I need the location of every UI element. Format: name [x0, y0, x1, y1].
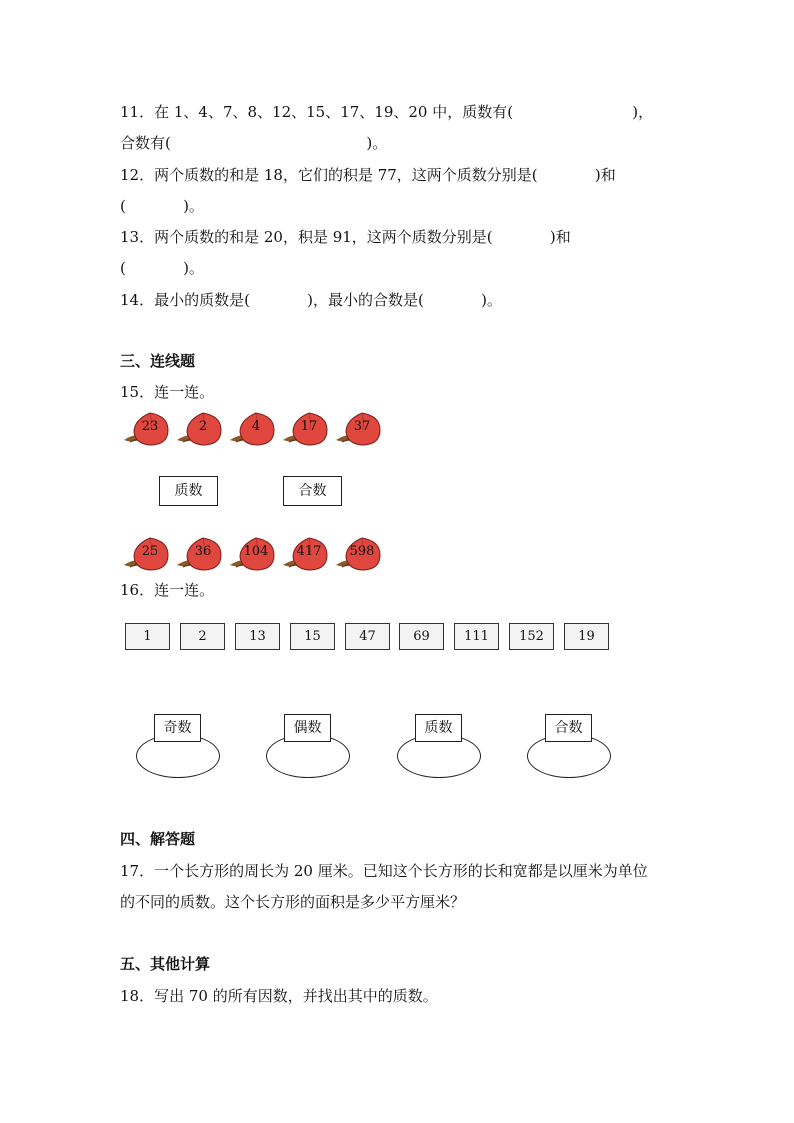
question-11-line-1: 11．在 1、4、7、8、12、15、17、19、20 中，质数有( )，: [120, 103, 654, 121]
oval-group-prime[interactable]: [396, 714, 482, 780]
peach-label: 36: [194, 544, 212, 559]
question-13-line-1: 13．两个质数的和是 20，积是 91，这两个质数分别是( )和: [120, 228, 571, 246]
peach-number[interactable]: [175, 535, 219, 573]
number-box[interactable]: 2: [180, 623, 225, 650]
peach-label: 23: [141, 419, 159, 434]
question-15-prompt: 15．连一连。: [120, 383, 215, 401]
question-17-line-1: 17．一个长方形的周长为 20 厘米。已知这个长方形的长和宽都是以厘米为单位: [120, 862, 648, 880]
number-box[interactable]: 47: [345, 623, 390, 650]
peach-label: 417: [296, 544, 322, 559]
question-11-line-2: 合数有( )。: [120, 134, 388, 152]
category-box-composite[interactable]: 合数: [283, 476, 342, 506]
peach-label: 17: [300, 419, 318, 434]
question-13-line-2: ( )。: [120, 259, 204, 277]
oval-group-even[interactable]: [265, 714, 351, 780]
peach-number[interactable]: [281, 535, 325, 573]
peach-number[interactable]: [122, 410, 166, 448]
oval-group-odd[interactable]: [135, 714, 221, 780]
peach-label: 2: [198, 419, 208, 434]
peach-label: 25: [141, 544, 159, 559]
question-16-prompt: 16．连一连。: [120, 581, 215, 599]
peach-number[interactable]: [228, 535, 272, 573]
number-box[interactable]: 152: [509, 623, 554, 650]
peach-label: 37: [353, 419, 371, 434]
number-box[interactable]: 69: [399, 623, 444, 650]
peach-label: 4: [251, 419, 261, 434]
peach-number[interactable]: [122, 535, 166, 573]
section-3-title: 三、连线题: [120, 352, 196, 370]
number-box[interactable]: 15: [290, 623, 335, 650]
question-17-line-2: 的不同的质数。这个长方形的面积是多少平方厘米？: [120, 893, 466, 911]
category-box-prime[interactable]: 质数: [159, 476, 218, 506]
number-box[interactable]: 111: [454, 623, 499, 650]
oval-group-composite[interactable]: [526, 714, 612, 780]
peach-number[interactable]: [334, 410, 378, 448]
peach-number[interactable]: [281, 410, 325, 448]
question-14: 14．最小的质数是( )，最小的合数是( )。: [120, 291, 502, 309]
peach-number[interactable]: [175, 410, 219, 448]
section-5-title: 五、其他计算: [120, 955, 211, 973]
section-4-title: 四、解答题: [120, 830, 196, 848]
question-12-line-2: ( )。: [120, 197, 204, 215]
number-box[interactable]: 1: [125, 623, 170, 650]
peach-label: 104: [243, 544, 269, 559]
number-box[interactable]: 19: [564, 623, 609, 650]
oval-label-prime: 质数: [415, 714, 462, 742]
oval-label-composite: 合数: [545, 714, 592, 742]
oval-label-even: 偶数: [284, 714, 331, 742]
peach-number[interactable]: [228, 410, 272, 448]
peach-label: 598: [349, 544, 375, 559]
oval-label-odd: 奇数: [154, 714, 201, 742]
peach-number[interactable]: [334, 535, 378, 573]
number-box[interactable]: 13: [235, 623, 280, 650]
question-18: 18．写出 70 的所有因数，并找出其中的质数。: [120, 987, 438, 1005]
question-12-line-1: 12．两个质数的和是 18，它们的积是 77，这两个质数分别是( )和: [120, 166, 616, 184]
